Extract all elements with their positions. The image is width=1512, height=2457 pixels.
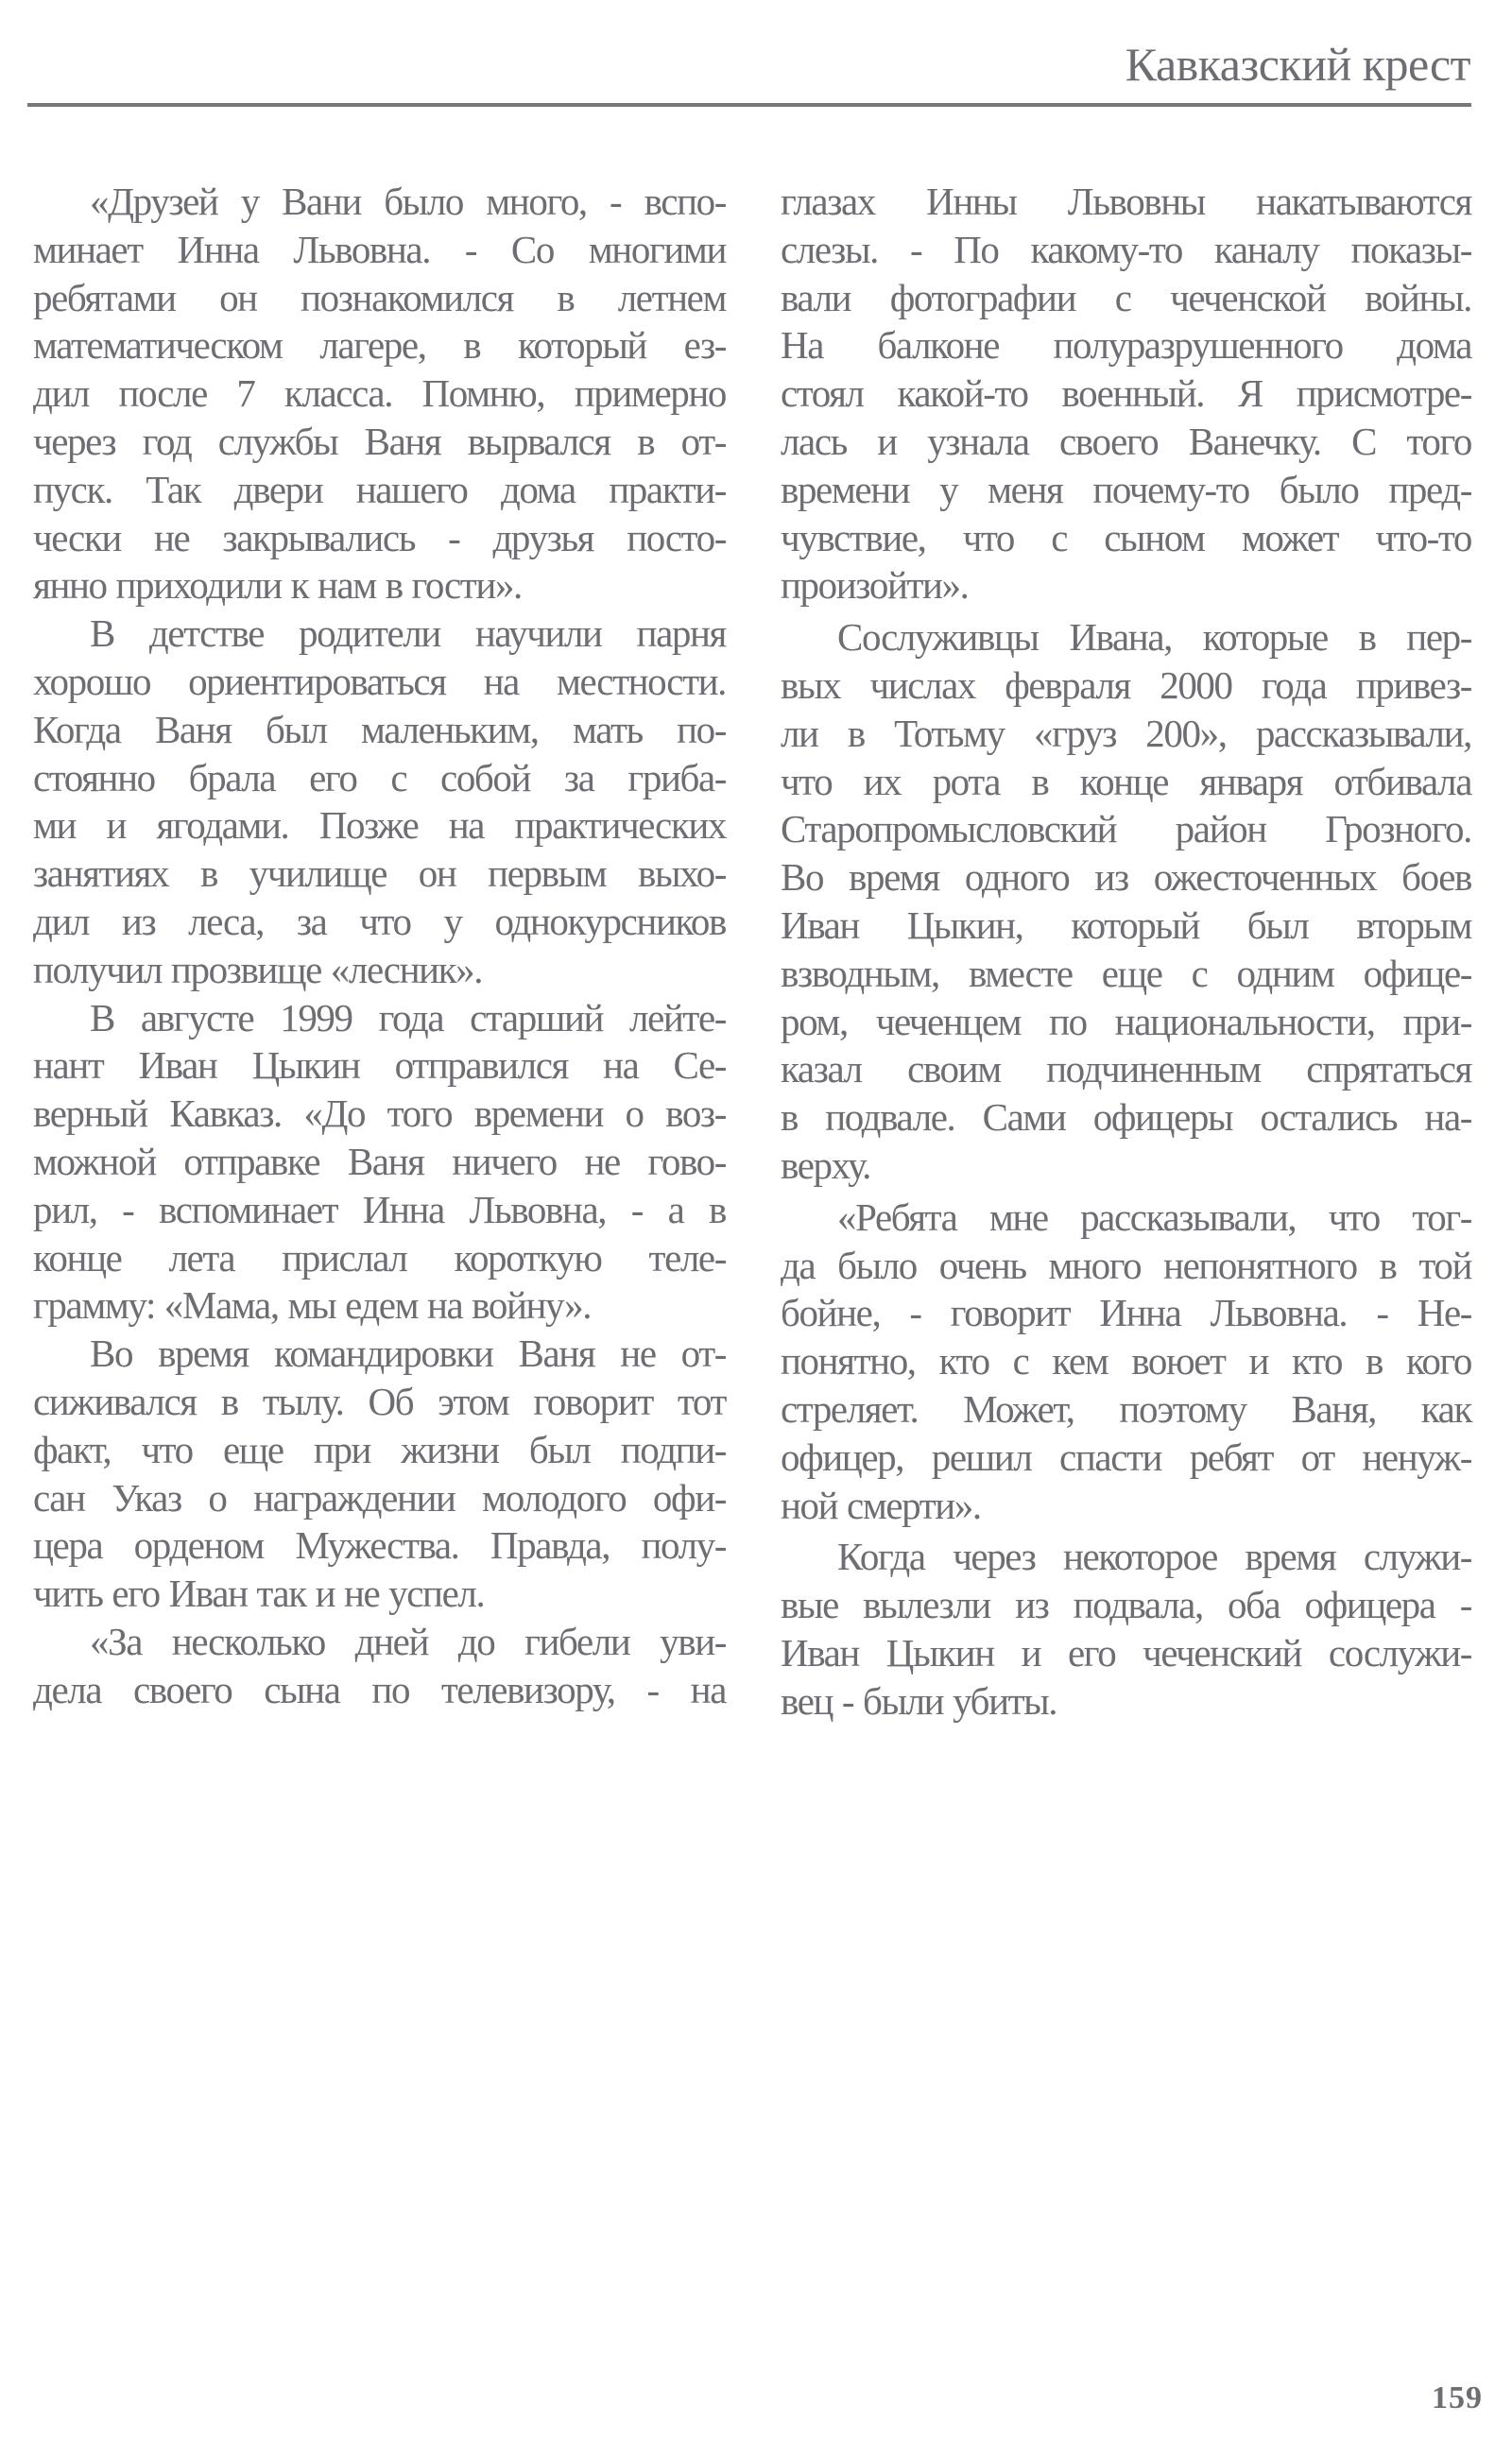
text-line: что их рота в конце января отбивала: [781, 759, 1471, 803]
text-line: лась и узнала своего Ванечку. С того: [781, 419, 1471, 463]
text-line: стоял какой-то военный. Я присмотре-: [781, 371, 1471, 416]
text-line: Сослуживцы Ивана, которые в пер-: [837, 615, 1471, 660]
text-line: Во время одного из ожесточенных боев: [781, 855, 1471, 900]
text-line: чески не закрывались - друзья посто-: [33, 515, 726, 559]
text-line: понятно, кто с кем воюет и кто в кого: [781, 1339, 1471, 1383]
text-line: взводным, вместе еще с одним офице-: [781, 951, 1471, 995]
text-line: дил из леса, за что у однокурсников: [33, 899, 726, 943]
text-line: вые вылезли из подвала, оба офицера -: [781, 1583, 1471, 1627]
text-line: чить его Иван так и не успел.: [33, 1572, 485, 1616]
text-line: офицер, решил спасти ребят от ненуж-: [781, 1435, 1471, 1479]
text-line: рил, - вспоминает Инна Львовна, - а в: [33, 1187, 726, 1231]
paragraph: [781, 178, 1471, 610]
text-line: Иван Цыкин и его чеченский сослужи-: [781, 1630, 1471, 1675]
paragraph: [33, 994, 726, 1331]
text-line: бойне, - говорит Инна Львовна. - Не-: [781, 1291, 1471, 1335]
text-line: нант Иван Цыкин отправился на Се-: [33, 1043, 726, 1088]
text-line: хорошо ориентироваться на местности.: [33, 659, 726, 703]
text-line: минает Инна Львовна. - Со многими: [33, 227, 726, 271]
text-line: в подвале. Сами офицеры остались на-: [781, 1095, 1471, 1140]
paragraph: [33, 178, 726, 610]
text-line: «За несколько дней до гибели уви-: [90, 1619, 726, 1663]
text-line: факт, что еще при жизни был подпи-: [33, 1427, 726, 1471]
text-line: получил прозвище «лесник».: [33, 947, 483, 991]
text-line: чувствие, что с сыном может что-то: [781, 515, 1471, 559]
paragraph: [33, 610, 726, 993]
text-line: ной смерти».: [781, 1483, 981, 1527]
text-line: времени у меня почему-то было пред-: [781, 467, 1471, 511]
text-line: стреляет. Может, поэтому Ваня, как: [781, 1386, 1471, 1431]
text-column-right: [781, 178, 1471, 1726]
paragraph: [33, 1330, 726, 1618]
page-number: 159: [1432, 2380, 1483, 2415]
text-line: глазах Инны Львовны накатываются: [781, 180, 1471, 223]
text-line: В детстве родители научили парня: [90, 611, 726, 656]
paragraph: [781, 1533, 1471, 1725]
text-line: верху.: [781, 1143, 871, 1187]
text-column-left: [33, 178, 726, 1714]
text-line: На балконе полуразрушенного дома: [781, 323, 1471, 368]
text-line: стоянно брала его с собой за гриба-: [33, 755, 726, 799]
text-line: дела своего сына по телевизору, - на: [33, 1667, 726, 1711]
running-title: Кавказский крест: [1125, 38, 1470, 91]
paragraph: [781, 613, 1471, 1190]
text-line: верный Кавказ. «До того времени о воз-: [33, 1091, 726, 1136]
text-line: вали фотографии с чеченской войны.: [781, 275, 1471, 319]
text-line: да было очень много непонятного в той: [781, 1243, 1471, 1287]
text-line: произойти».: [781, 563, 969, 608]
text-line: слезы. - По какому-то каналу показы-: [781, 227, 1471, 271]
text-line: математическом лагере, в который ез-: [33, 323, 726, 368]
text-line: можной отправке Ваня ничего не гово-: [33, 1139, 726, 1183]
header-rule: [27, 103, 1471, 107]
text-line: через год службы Ваня вырвался в от-: [33, 419, 726, 463]
text-line: сиживался в тылу. Об этом говорит тот: [33, 1379, 726, 1423]
text-line: ми и ягодами. Позже на практических: [33, 803, 726, 848]
text-line: «Ребята мне рассказывали, что тог-: [837, 1194, 1471, 1239]
paragraph: [33, 1618, 726, 1714]
text-line: занятиях в училище он первым выхо-: [33, 851, 726, 896]
text-line: Когда Ваня был маленьким, мать по-: [33, 707, 726, 751]
text-line: цера орденом Мужества. Правда, полу-: [33, 1523, 726, 1568]
text-line: вых числах февраля 2000 года привез-: [781, 662, 1471, 707]
text-line: ли в Тотьму «груз 200», рассказывали,: [781, 711, 1471, 755]
text-line: ром, чеченцем по национальности, при-: [781, 999, 1471, 1043]
text-line: ребятами он познакомился в летнем: [33, 275, 726, 319]
text-line: казал своим подчиненным спрятаться: [781, 1047, 1471, 1091]
text-line: дил после 7 класса. Помню, примерно: [33, 371, 726, 416]
text-line: Иван Цыкин, который был вторым: [781, 902, 1471, 947]
paragraph: [781, 1194, 1471, 1530]
text-line: Во время командировки Ваня не от-: [90, 1332, 726, 1376]
text-line: сан Указ о награждении молодого офи-: [33, 1475, 726, 1520]
text-line: конце лета прислал короткую теле-: [33, 1235, 726, 1280]
text-line: «Друзей у Вани было много, - вспо-: [90, 180, 726, 223]
text-line: вец - были убиты.: [781, 1678, 1057, 1723]
text-line: Когда через некоторое время служи-: [837, 1535, 1471, 1579]
text-line: пуск. Так двери нашего дома практи-: [33, 467, 726, 511]
text-line: грамму: «Мама, мы едем на войну».: [33, 1283, 592, 1328]
text-line: янно приходили к нам в гости».: [33, 563, 522, 608]
text-line: В августе 1999 года старший лейте-: [90, 995, 726, 1040]
text-line: Старопромысловский район Грозного.: [781, 807, 1471, 851]
